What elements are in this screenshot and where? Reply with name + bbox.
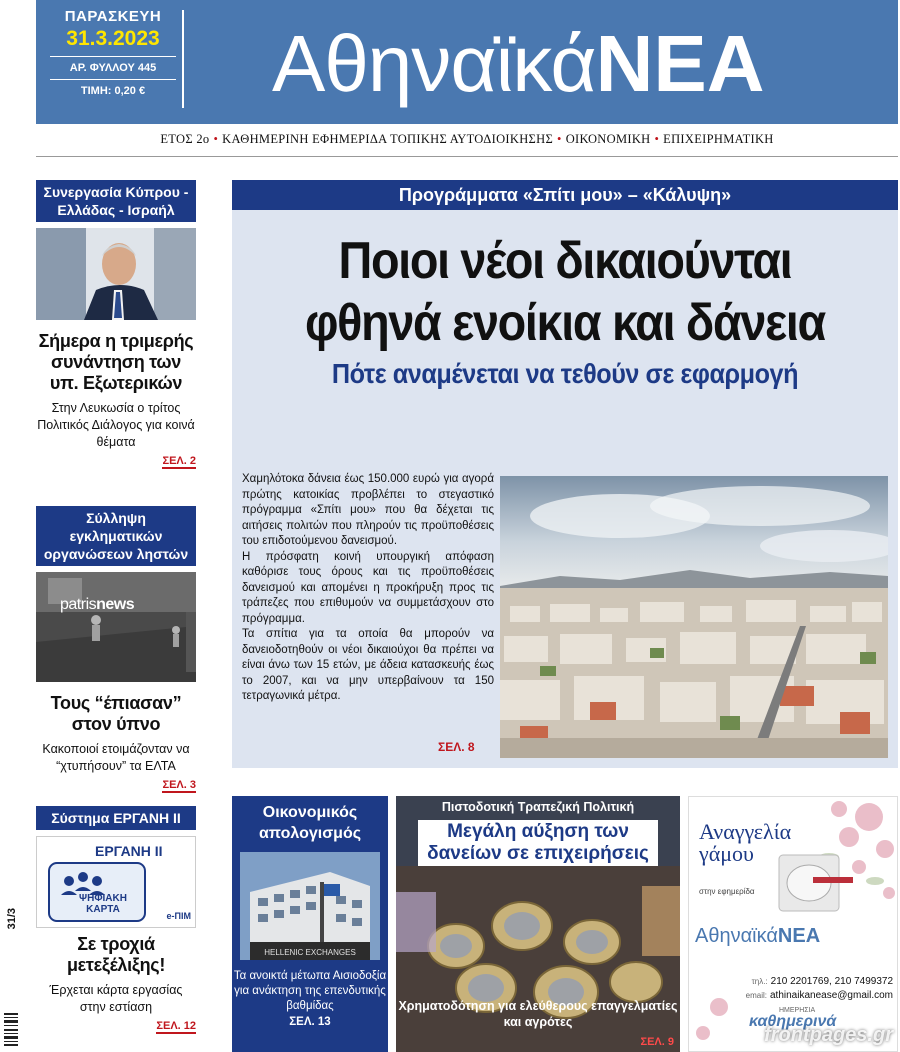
body-paragraph: Η πρόσφατη κοινή υπουργική απόφαση καθόρισε τους όρους και τις προϋποθέσεις δανεισμού και απομένει η προκήρυξη προς τις τράπεζες που επιθυμούν να συμμετάσχουν στο πρόγραμμα. (242, 550, 494, 625)
bottom-story-loans[interactable] (396, 796, 680, 1052)
epim-logo: e-ΠΙΜ (166, 911, 191, 921)
ad-email[interactable]: email: athinaikanease@gmail.com (745, 990, 893, 1001)
digital-card-label: ΨΗΦΙΑΚΗ ΚΑΡΤΑ (79, 893, 127, 915)
city-aerial-photo (500, 476, 888, 758)
patrisnews-watermark: patrisnews (60, 596, 135, 613)
tagline (36, 132, 898, 147)
masthead-separator (182, 10, 184, 108)
ad-phone[interactable]: τηλ.: 210 2201769, 210 7499372 (751, 976, 893, 987)
page-ref[interactable]: ΣΕΛ. 8 (438, 740, 475, 754)
divider (50, 56, 176, 57)
masthead-info (44, 0, 182, 110)
left-story-ergani[interactable] (36, 806, 196, 1032)
main-headline-line-1: Ποιοι νέοι δικαιούνται (338, 232, 792, 290)
cctv-photo (36, 572, 196, 682)
story-headline: Μεγάλη αύξηση των δανείων σε επιχειρήσεις (418, 820, 658, 866)
ad-foot-text: καθημερινά (749, 1013, 837, 1030)
page-ref[interactable]: ΣΕΛ. 2 (162, 455, 196, 467)
page-ref[interactable]: ΣΕΛ. 13 (289, 1016, 331, 1028)
digital-card-icon (47, 859, 147, 925)
issue-price: ΤΙΜΗ: 0,20 € (80, 85, 146, 97)
story-headline: Τους “έπιασαν” στον ύπνο (50, 693, 182, 734)
page-ref[interactable]: ΣΕΛ. 12 (156, 1020, 196, 1032)
story-summary: Τα ανοικτά μέτωπα Αισιοδοξία για ανάκτηση της επενδυτικής βαθμίδας (233, 970, 387, 1012)
issue-date: 31.3.2023 (66, 27, 160, 50)
side-date: 31/3 (6, 908, 18, 930)
story-headline: Σήμερα η τριμερής συνάντηση των υπ. Εξωτερικών (38, 331, 194, 393)
ad-newspaper-logo: ΑθηναϊκάΝΕΑ (695, 925, 821, 947)
ad-subtitle: στην εφημερίδα (699, 887, 755, 896)
ad-title (699, 821, 791, 865)
main-story[interactable] (232, 180, 898, 768)
issue-number: ΑΡ. ΦΥΛΛΟΥ 445 (69, 62, 157, 74)
page-ref[interactable]: ΣΕΛ. 9 (640, 1036, 674, 1048)
page-ref[interactable]: ΣΕΛ. 3 (162, 779, 196, 791)
main-subheadline: Πότε αναμένεται να τεθούν σε εφαρμογή (331, 358, 799, 389)
story-headline: Σε τροχιά μετεξέλιξης! (66, 934, 166, 975)
story-banner: Σύλληψη εγκληματικών οργανώσεων ληστών (36, 506, 196, 566)
story-banner: Συνεργασία Κύπρου - Ελλάδας - Ισραήλ (36, 180, 196, 222)
story-summary: Κακοποιοί ετοιμάζονταν να “χτυπήσουν” τα ΕΛΤΑ (42, 742, 190, 773)
tagline-text-1: ΚΑΘΗΜΕΡΙΝΗ ΕΦΗΜΕΡΙΔΑ ΤΟΠΙΚΗΣ ΑΥΤΟΔΙΟΙΚΗΣΗΣ (222, 132, 554, 146)
stock-exchange-photo (240, 852, 380, 960)
divider (50, 79, 176, 80)
frontpages-watermark: frontpages.gr (764, 1024, 893, 1046)
bullet-icon: • (213, 132, 219, 146)
building-sign: HELLENIC EXCHANGES (264, 948, 356, 957)
body-paragraph: Χαμηλότοκα δάνεια έως 150.000 ευρώ για αγορά πρώτης κατοικίας προβλέπει το στεγαστικό πρόγραμμα «Σπίτι μου» που θα δέχεται τις αιτήσεις πολιτών που πληρούν τις προϋποθέσεις του επιδοτούμενου δανεισμού. (242, 473, 494, 547)
main-kicker: Προγράμματα «Σπίτι μου» – «Κάλυψη» (232, 180, 898, 210)
ad-title-line-1: Αναγγελία (699, 819, 792, 844)
main-body (242, 472, 494, 705)
main-headline-line-2: φθηνά ενοίκια και δάνεια (305, 294, 825, 352)
ad-contact-info (693, 975, 893, 1003)
bottom-story-economy[interactable] (232, 796, 388, 1052)
ergani-title: ΕΡΓΑΝΗ ΙΙ (95, 843, 163, 859)
story-kicker: Πιστοδοτική Τραπεζική Πολιτική (441, 800, 635, 814)
main-headline (265, 230, 864, 354)
ad-title-line-2: γάμου (699, 841, 754, 866)
left-story-arrests[interactable] (36, 506, 196, 791)
ergani-card-graphic (36, 836, 196, 928)
divider (36, 156, 898, 157)
story-summary: Στην Λευκωσία ο τρίτος Πολιτικός Διάλογος για κοινά θέματα (37, 401, 195, 449)
minister-photo (36, 228, 196, 320)
logo-light-text: Αθηναϊκά (272, 19, 596, 108)
story-summary: Χρηματοδότηση για ελεύθερους επαγγελματίες και αγρότες (398, 999, 678, 1029)
ad-foot-small: ΗΜΕΡΗΣΙΑ (779, 1007, 816, 1014)
story-banner: Σύστημα ΕΡΓΑΝΗ ΙΙ (36, 806, 196, 830)
tagline-year: ΕΤΟΣ 2ο (160, 132, 210, 146)
left-story-cyprus[interactable] (36, 180, 196, 467)
tagline-text-3: ΕΠΙΧΕΙΡΗΜΑΤΙΚΗ (663, 132, 774, 146)
bullet-icon: • (654, 132, 660, 146)
wedding-announcement-ad[interactable] (688, 796, 898, 1052)
story-summary: Έρχεται κάρτα εργασίας στην εστίαση (49, 983, 183, 1014)
tagline-text-2: ΟΙΚΟΝΟΜΙΚΗ (565, 132, 651, 146)
story-headline: Οικονομικός απολογισμός (258, 804, 362, 842)
bullet-icon: • (557, 132, 562, 146)
logo-bold-text: ΝΕΑ (595, 19, 765, 108)
masthead (36, 0, 898, 124)
body-paragraph: Τα σπίτια για τα οποία θα μπορούν να δανειοδοτηθούν οι νέοι δικαιούχοι θα πρέπει να είναι άνω των 15 ετών, με άδεια κατασκευής έως το 2007, και να μην υπερβαίνουν τα 150 τετραγωνικά μέτρα. (242, 628, 494, 702)
newspaper-logo[interactable] (272, 4, 765, 124)
issue-day: ΠΑΡΑΣΚΕΥΗ (64, 8, 162, 25)
